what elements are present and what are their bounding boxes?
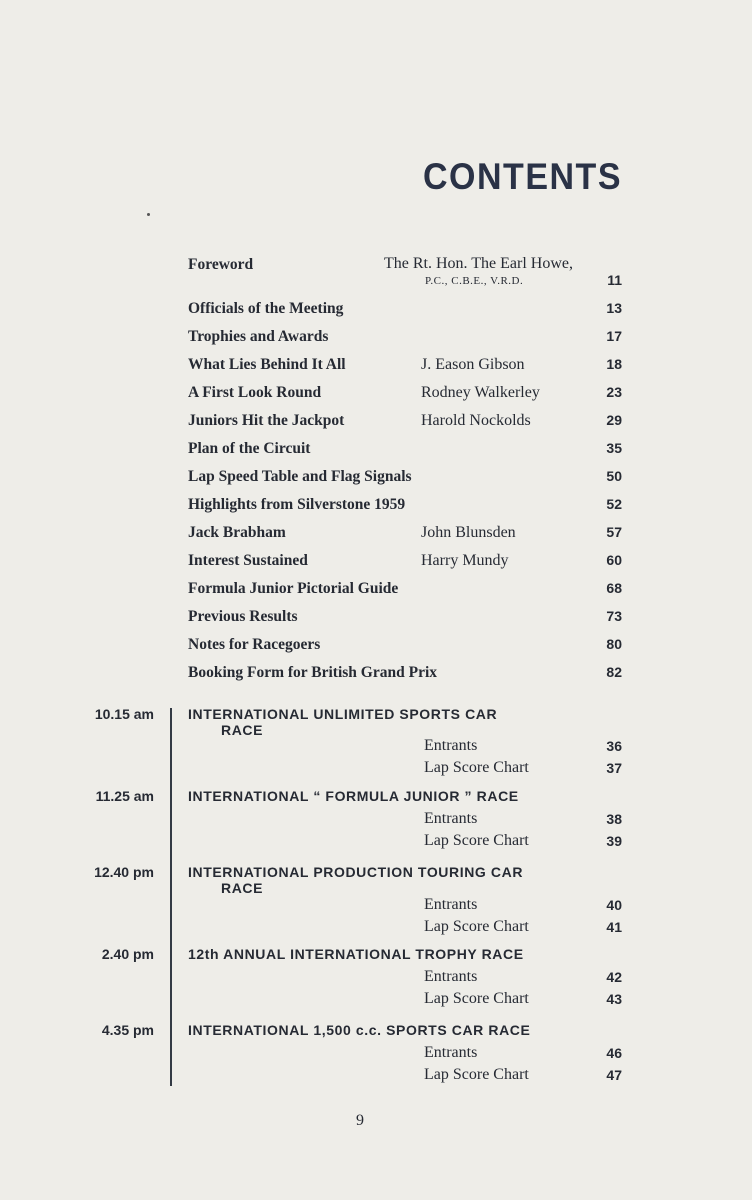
race-entry-label: Entrants [424,896,478,913]
race-entry[interactable] [424,968,622,990]
entry-title: Plan of the Circuit [188,440,311,457]
page-number: 9 [356,1112,364,1129]
toc-entry[interactable] [188,300,622,324]
race-entry[interactable] [424,1044,622,1066]
page-title: CONTENTS [423,156,622,198]
race-title-line: 12th ANNUAL INTERNATIONAL TROPHY RACE [188,946,524,962]
race-entry-page: 39 [606,833,622,849]
entry-title: Booking Form for British Grand Prix [188,664,438,681]
race-entry[interactable] [424,896,622,918]
entry-author: Harold Nockolds [421,412,531,429]
entry-page: 82 [606,664,622,680]
entry-title: Interest Sustained [188,552,308,569]
entry-page: 52 [606,496,622,512]
toc-entry[interactable] [188,552,622,576]
race-entry-page: 47 [606,1067,622,1083]
entry-title: Lap Speed Table and Flag Signals [188,468,412,485]
entry-page: 17 [606,328,622,344]
race-entry-label: Entrants [424,1044,478,1061]
entry-title: Juniors Hit the Jackpot [188,412,345,429]
race-time: 2.40 pm [101,946,154,962]
race-time: 4.35 pm [101,1022,154,1038]
toc-entry[interactable] [188,384,622,408]
schedule-divider [170,708,172,1086]
race-title[interactable] [188,1022,588,1038]
entry-title: Notes for Racegoers [188,636,321,653]
race-entry[interactable] [424,918,622,940]
toc-entry[interactable] [188,468,622,492]
author-honours: P.C., C.B.E., V.R.D. [425,275,524,287]
race-entry-label: Lap Score Chart [424,918,529,935]
toc-entry[interactable] [188,524,622,548]
race-entry[interactable] [424,737,622,759]
entry-page: 68 [606,580,622,596]
toc-entry[interactable] [188,636,622,660]
race-time: 12.40 pm [94,864,154,880]
entry-title: Formula Junior Pictorial Guide [188,580,399,597]
race-entry-page: 37 [606,760,622,776]
race-entry-label: Entrants [424,737,478,754]
race-title-line: INTERNATIONAL PRODUCTION TOURING CAR [188,864,524,880]
race-entry-label: Entrants [424,968,478,985]
race-title-line: INTERNATIONAL “ FORMULA JUNIOR ” RACE [188,788,519,804]
race-entry-page: 40 [606,897,622,913]
toc-entry[interactable] [188,412,622,436]
toc-entry[interactable] [188,328,622,352]
race-entry-page: 41 [606,919,622,935]
race-entry-label: Lap Score Chart [424,990,529,1007]
entry-page: 57 [606,524,622,540]
race-entry-page: 43 [606,991,622,1007]
entry-page: 73 [606,608,622,624]
race-entry-label: Entrants [424,810,478,827]
race-entry-page: 46 [606,1045,622,1061]
entry-title: A First Look Round [188,384,322,401]
race-title[interactable] [188,788,588,804]
speck-mark [147,213,150,216]
race-entry-label: Lap Score Chart [424,759,529,776]
race-title-line: INTERNATIONAL 1,500 c.c. SPORTS CAR RACE [188,1022,531,1038]
race-entry-page: 38 [606,811,622,827]
race-title[interactable] [188,946,588,962]
entry-page: 18 [606,356,622,372]
entry-author: The Rt. Hon. The Earl Howe, [384,255,573,272]
race-title[interactable] [188,864,568,896]
entry-title: Foreword [188,256,254,273]
race-entry[interactable] [424,1066,622,1088]
entry-page: 60 [606,552,622,568]
entry-title: Trophies and Awards [188,328,329,345]
entry-page: 23 [606,384,622,400]
entry-page: 29 [606,412,622,428]
entry-page: 11 [607,272,622,288]
entry-author: Rodney Walkerley [421,384,540,401]
race-title-line: RACE [221,880,264,896]
entry-title: Officials of the Meeting [188,300,344,317]
race-entry-label: Lap Score Chart [424,1066,529,1083]
race-time: 11.25 am [95,788,154,804]
entry-author: Harry Mundy [421,552,509,569]
race-entry-page: 36 [606,738,622,754]
race-title[interactable] [188,706,568,738]
entry-page: 50 [606,468,622,484]
race-title-line: INTERNATIONAL UNLIMITED SPORTS CAR [188,706,498,722]
race-time: 10.15 am [94,706,154,722]
entry-title: Highlights from Silverstone 1959 [188,496,406,513]
entry-title: Jack Brabham [188,524,286,541]
entry-page: 13 [606,300,622,316]
race-title-line: RACE [221,722,264,738]
entry-title: What Lies Behind It All [188,356,346,373]
entry-author: John Blunsden [421,524,516,541]
entry-author: J. Eason Gibson [421,356,525,373]
toc-entry[interactable] [188,496,622,520]
race-entry[interactable] [424,832,622,854]
race-entry-page: 42 [606,969,622,985]
entry-page: 35 [606,440,622,456]
race-entry-label: Lap Score Chart [424,832,529,849]
toc-entry[interactable] [188,440,622,464]
toc-entry[interactable] [188,664,622,688]
race-entry[interactable] [424,759,622,781]
entry-title: Previous Results [188,608,298,625]
race-entry[interactable] [424,990,622,1012]
race-entry[interactable] [424,810,622,832]
entry-page: 80 [606,636,622,652]
toc-entry[interactable] [188,580,622,604]
toc-entry[interactable] [188,608,622,632]
toc-entry[interactable] [188,356,622,380]
